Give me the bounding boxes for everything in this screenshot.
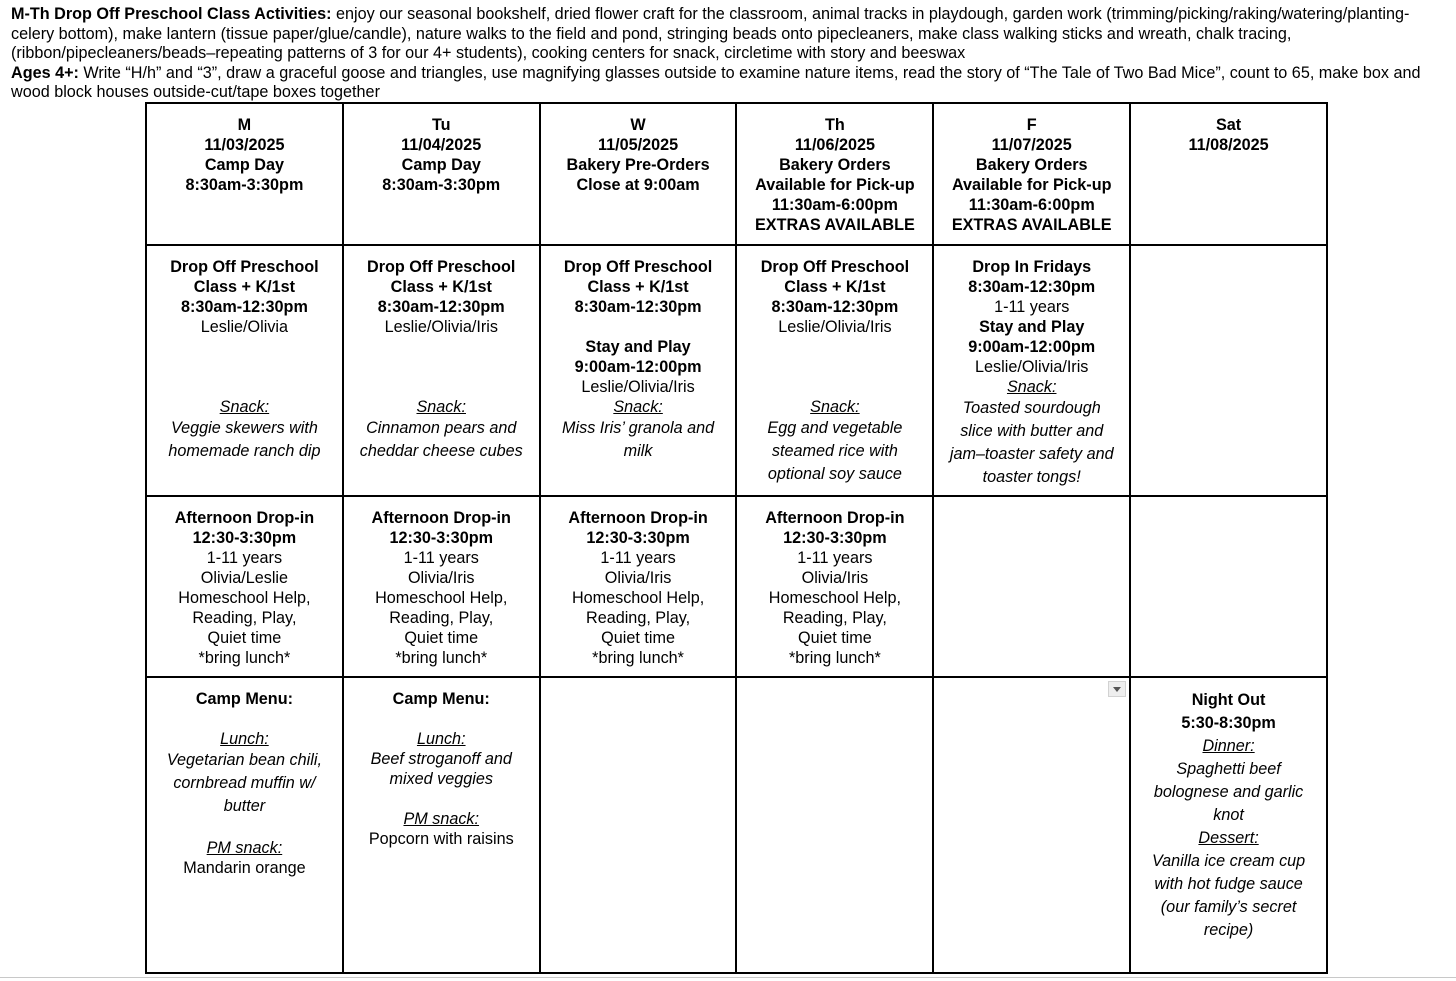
class-ages: 1-11 years bbox=[994, 298, 1070, 316]
lunch-label: Lunch: bbox=[416, 730, 466, 748]
morning-row bbox=[146, 245, 1327, 496]
day-hours: 11:30am-6:00pm bbox=[968, 196, 1095, 214]
dropin-activity: Reading, Play, bbox=[389, 609, 494, 627]
class-time: 8:30am-12:30pm bbox=[771, 298, 899, 316]
snack-line: Veggie skewers with bbox=[170, 419, 318, 437]
afternoon-cell-fri[interactable] bbox=[933, 496, 1130, 677]
activities-intro bbox=[11, 5, 1451, 103]
day-event-detail: Available for Pick-up bbox=[755, 176, 915, 194]
day-hours: 8:30am-3:30pm bbox=[382, 176, 501, 194]
lunch-line: Vegetarian bean chili, bbox=[166, 751, 322, 769]
lunch-line: Beef stroganoff and bbox=[370, 750, 512, 768]
dropin-activity: Homeschool Help, bbox=[768, 589, 902, 607]
class-time: 8:30am-12:30pm bbox=[574, 298, 702, 316]
morning-cell-thu[interactable] bbox=[736, 245, 933, 496]
snack-label: Snack: bbox=[219, 398, 270, 416]
ages-4-text: Write “H/h” and “3”, draw a graceful goose and triangles, use magnifying glasses outside to examine nature items, read the story of “The Tale of Two Bad Mice”, count to 65, make box and wood block houses outside-cut/tape boxes together bbox=[11, 63, 1421, 102]
pm-snack-label: PM snack: bbox=[206, 839, 283, 857]
afternoon-cell-thu[interactable] bbox=[736, 496, 933, 677]
dropin-time: 12:30-3:30pm bbox=[586, 529, 690, 547]
day-date: 11/07/2025 bbox=[991, 136, 1072, 154]
dinner-line: Spaghetti beef bbox=[1176, 760, 1281, 778]
day-event: Bakery Orders bbox=[779, 156, 891, 174]
snack-label: Snack: bbox=[810, 398, 860, 416]
menu-cell-wed[interactable] bbox=[540, 677, 737, 973]
class-title: Drop Off Preschool bbox=[367, 258, 516, 276]
extras-available: EXTRAS AVAILABLE bbox=[755, 216, 915, 234]
ages-4-paragraph bbox=[11, 64, 1451, 103]
class-title-2: Class + K/1st bbox=[193, 278, 296, 296]
night-out-time: 5:30-8:30pm bbox=[1181, 714, 1276, 732]
menu-cell-mon[interactable] bbox=[146, 677, 343, 973]
snack-label: Snack: bbox=[1006, 378, 1057, 396]
dropin-note: *bring lunch* bbox=[592, 649, 684, 667]
dropin-staff: Olivia/Iris bbox=[604, 569, 672, 587]
snack-line: Egg and vegetable bbox=[767, 419, 903, 437]
dropin-activity: Homeschool Help, bbox=[178, 589, 311, 607]
dessert-line: Vanilla ice cream cup bbox=[1151, 852, 1306, 870]
dropin-note: *bring lunch* bbox=[198, 649, 291, 667]
day-name: F bbox=[1026, 116, 1037, 134]
class-staff: Leslie/Olivia/Iris bbox=[975, 358, 1089, 376]
menu-cell-sat[interactable] bbox=[1130, 677, 1327, 973]
class-title-2: Class + K/1st bbox=[587, 278, 689, 296]
stay-and-play-title: Stay and Play bbox=[979, 318, 1085, 336]
snack-line: toaster tongs! bbox=[982, 468, 1081, 486]
dinner-line: bolognese and garlic bbox=[1153, 783, 1304, 801]
snack-line: milk bbox=[623, 442, 653, 460]
afternoon-cell-sat[interactable] bbox=[1130, 496, 1327, 677]
header-cell-fri[interactable] bbox=[933, 103, 1130, 245]
stay-and-play-time: 9:00am-12:00pm bbox=[574, 358, 702, 376]
dropin-title: Afternoon Drop-in bbox=[568, 509, 708, 527]
mth-activities-label: M-Th Drop Off Preschool Class Activities: bbox=[11, 5, 332, 23]
dropin-title: Afternoon Drop-in bbox=[174, 509, 315, 527]
day-date: 11/06/2025 bbox=[794, 136, 875, 154]
snack-line: steamed rice with bbox=[771, 442, 898, 460]
menu-cell-thu[interactable] bbox=[736, 677, 933, 973]
morning-cell-mon[interactable] bbox=[146, 245, 343, 496]
afternoon-cell-mon[interactable] bbox=[146, 496, 343, 677]
dropin-time: 12:30-3:30pm bbox=[783, 529, 887, 547]
dropin-time: 12:30-3:30pm bbox=[192, 529, 297, 547]
day-name: W bbox=[630, 116, 646, 134]
lunch-label: Lunch: bbox=[220, 730, 269, 748]
header-cell-tue[interactable] bbox=[343, 103, 540, 245]
dessert-line: (our family’s secret bbox=[1160, 898, 1297, 916]
dessert-line: recipe) bbox=[1203, 921, 1254, 939]
day-event: Camp Day bbox=[204, 156, 284, 174]
day-date: 11/04/2025 bbox=[401, 136, 482, 154]
mth-activities-paragraph bbox=[11, 5, 1451, 64]
pm-snack-item: Popcorn with raisins bbox=[368, 830, 514, 848]
night-out-title: Night Out bbox=[1191, 691, 1266, 709]
snack-line: jam–toaster safety and bbox=[949, 445, 1114, 463]
header-cell-thu[interactable] bbox=[736, 103, 933, 245]
dessert-line: with hot fudge sauce bbox=[1154, 875, 1303, 893]
dropin-ages: 1-11 years bbox=[797, 549, 873, 567]
weekly-schedule-table bbox=[145, 102, 1328, 974]
snack-line: Cinnamon pears and bbox=[366, 419, 517, 437]
dropin-note: *bring lunch* bbox=[395, 649, 488, 667]
bottom-divider bbox=[0, 977, 1456, 978]
day-header-row bbox=[146, 103, 1327, 245]
dropin-activity: Quiet time bbox=[404, 629, 479, 647]
dropin-staff: Olivia/Iris bbox=[801, 569, 869, 587]
day-date: 11/05/2025 bbox=[598, 136, 679, 154]
class-staff: Leslie/Olivia bbox=[200, 318, 289, 336]
dropin-ages: 1-11 years bbox=[403, 549, 479, 567]
dropin-activity: Homeschool Help, bbox=[571, 589, 705, 607]
snack-line: cheddar cheese cubes bbox=[359, 442, 523, 460]
dropin-activity: Reading, Play, bbox=[782, 609, 887, 627]
class-time: 8:30am-12:30pm bbox=[180, 298, 308, 316]
day-event: Bakery Orders bbox=[975, 156, 1088, 174]
morning-cell-tue[interactable] bbox=[343, 245, 540, 496]
dropin-activity: Quiet time bbox=[601, 629, 675, 647]
dropin-note: *bring lunch* bbox=[789, 649, 881, 667]
camp-menu-title: Camp Menu: bbox=[195, 690, 293, 708]
class-title: Drop Off Preschool bbox=[170, 258, 319, 276]
morning-cell-fri[interactable] bbox=[933, 245, 1130, 496]
day-date: 11/03/2025 bbox=[204, 136, 285, 154]
dropin-title: Afternoon Drop-in bbox=[765, 509, 905, 527]
dropin-activity: Reading, Play, bbox=[192, 609, 297, 627]
class-title: Drop In Fridays bbox=[972, 258, 1092, 276]
class-staff: Leslie/Olivia/Iris bbox=[384, 318, 498, 336]
snack-line: Toasted sourdough bbox=[962, 399, 1101, 417]
morning-cell-wed[interactable] bbox=[540, 245, 737, 496]
lunch-line: cornbread muffin w/ bbox=[173, 774, 316, 792]
stay-and-play-time: 9:00am-12:00pm bbox=[968, 338, 1096, 356]
pm-snack-label: PM snack: bbox=[403, 810, 480, 828]
dessert-label: Dessert: bbox=[1198, 829, 1259, 847]
dropin-activity: Quiet time bbox=[207, 629, 282, 647]
dropin-staff: Olivia/Iris bbox=[407, 569, 475, 587]
class-title: Drop Off Preschool bbox=[760, 258, 910, 276]
snack-label: Snack: bbox=[416, 398, 466, 416]
camp-menu-title: Camp Menu: bbox=[392, 690, 490, 708]
mth-activities-text: enjoy our seasonal bookshelf, dried flower craft for the classroom, animal tracks in playdough, garden work (trimming/picking/raking/watering/planting-celery bottom), make lantern (tissue paper/glue/candle), nature walks to the field and pond, stringing beads onto pipecleaners, make class walking sticks and wreath, chalk tracing, (ribbon/pipecleaners/beads–repeating patterns of 3 for our 4+ students), cooking centers for snack, circletime with story and beeswax bbox=[11, 5, 1410, 63]
snack-line: homemade ranch dip bbox=[168, 442, 321, 460]
header-cell-wed[interactable] bbox=[540, 103, 737, 245]
class-title: Drop Off Preschool bbox=[563, 258, 713, 276]
dropin-ages: 1-11 years bbox=[600, 549, 676, 567]
dropin-ages: 1-11 years bbox=[206, 549, 283, 567]
day-hours: 8:30am-3:30pm bbox=[185, 176, 304, 194]
stay-and-play-title: Stay and Play bbox=[585, 338, 691, 356]
dinner-line: knot bbox=[1213, 806, 1244, 824]
day-name: Sat bbox=[1215, 116, 1242, 134]
dropin-staff: Olivia/Leslie bbox=[200, 569, 289, 587]
header-cell-sat[interactable] bbox=[1130, 103, 1327, 245]
class-time: 8:30am-12:30pm bbox=[968, 278, 1096, 296]
dinner-label: Dinner: bbox=[1202, 737, 1255, 755]
day-name: Th bbox=[825, 116, 845, 134]
dropin-activity: Reading, Play, bbox=[586, 609, 691, 627]
menu-cell-tue[interactable] bbox=[343, 677, 540, 973]
dropin-time: 12:30-3:30pm bbox=[389, 529, 493, 547]
afternoon-row bbox=[146, 496, 1327, 677]
dropdown-arrow-icon[interactable] bbox=[1108, 681, 1126, 697]
lunch-line: butter bbox=[223, 797, 266, 815]
day-hours: 11:30am-6:00pm bbox=[771, 196, 898, 214]
day-name: M bbox=[237, 116, 252, 134]
day-name: Tu bbox=[431, 116, 451, 134]
snack-label: Snack: bbox=[613, 398, 663, 416]
day-hours: Close at 9:00am bbox=[576, 176, 700, 194]
pm-snack-item: Mandarin orange bbox=[183, 859, 306, 877]
snack-line: Miss Iris’ granola and bbox=[562, 419, 715, 437]
day-event: Bakery Pre-Orders bbox=[566, 156, 710, 174]
lunch-line: mixed veggies bbox=[389, 770, 493, 788]
morning-cell-sat[interactable] bbox=[1130, 245, 1327, 496]
class-title-2: Class + K/1st bbox=[784, 278, 886, 296]
snack-line: slice with butter and bbox=[960, 422, 1104, 440]
afternoon-cell-wed[interactable] bbox=[540, 496, 737, 677]
day-event-detail: Available for Pick-up bbox=[951, 176, 1112, 194]
menu-row bbox=[146, 677, 1327, 973]
afternoon-cell-tue[interactable] bbox=[343, 496, 540, 677]
header-cell-mon[interactable] bbox=[146, 103, 343, 245]
snack-line: optional soy sauce bbox=[767, 465, 902, 483]
day-date: 11/08/2025 bbox=[1188, 136, 1269, 154]
extras-available: EXTRAS AVAILABLE bbox=[951, 216, 1112, 234]
class-time: 8:30am-12:30pm bbox=[377, 298, 505, 316]
dropin-activity: Homeschool Help, bbox=[375, 589, 508, 607]
class-staff: Leslie/Olivia/Iris bbox=[778, 318, 892, 336]
class-title-2: Class + K/1st bbox=[390, 278, 492, 296]
stay-and-play-staff: Leslie/Olivia/Iris bbox=[581, 378, 695, 396]
day-event: Camp Day bbox=[401, 156, 481, 174]
menu-cell-fri[interactable] bbox=[933, 677, 1130, 973]
dropin-activity: Quiet time bbox=[798, 629, 872, 647]
ages-4-label: Ages 4+: bbox=[11, 63, 79, 82]
dropin-title: Afternoon Drop-in bbox=[371, 509, 511, 527]
